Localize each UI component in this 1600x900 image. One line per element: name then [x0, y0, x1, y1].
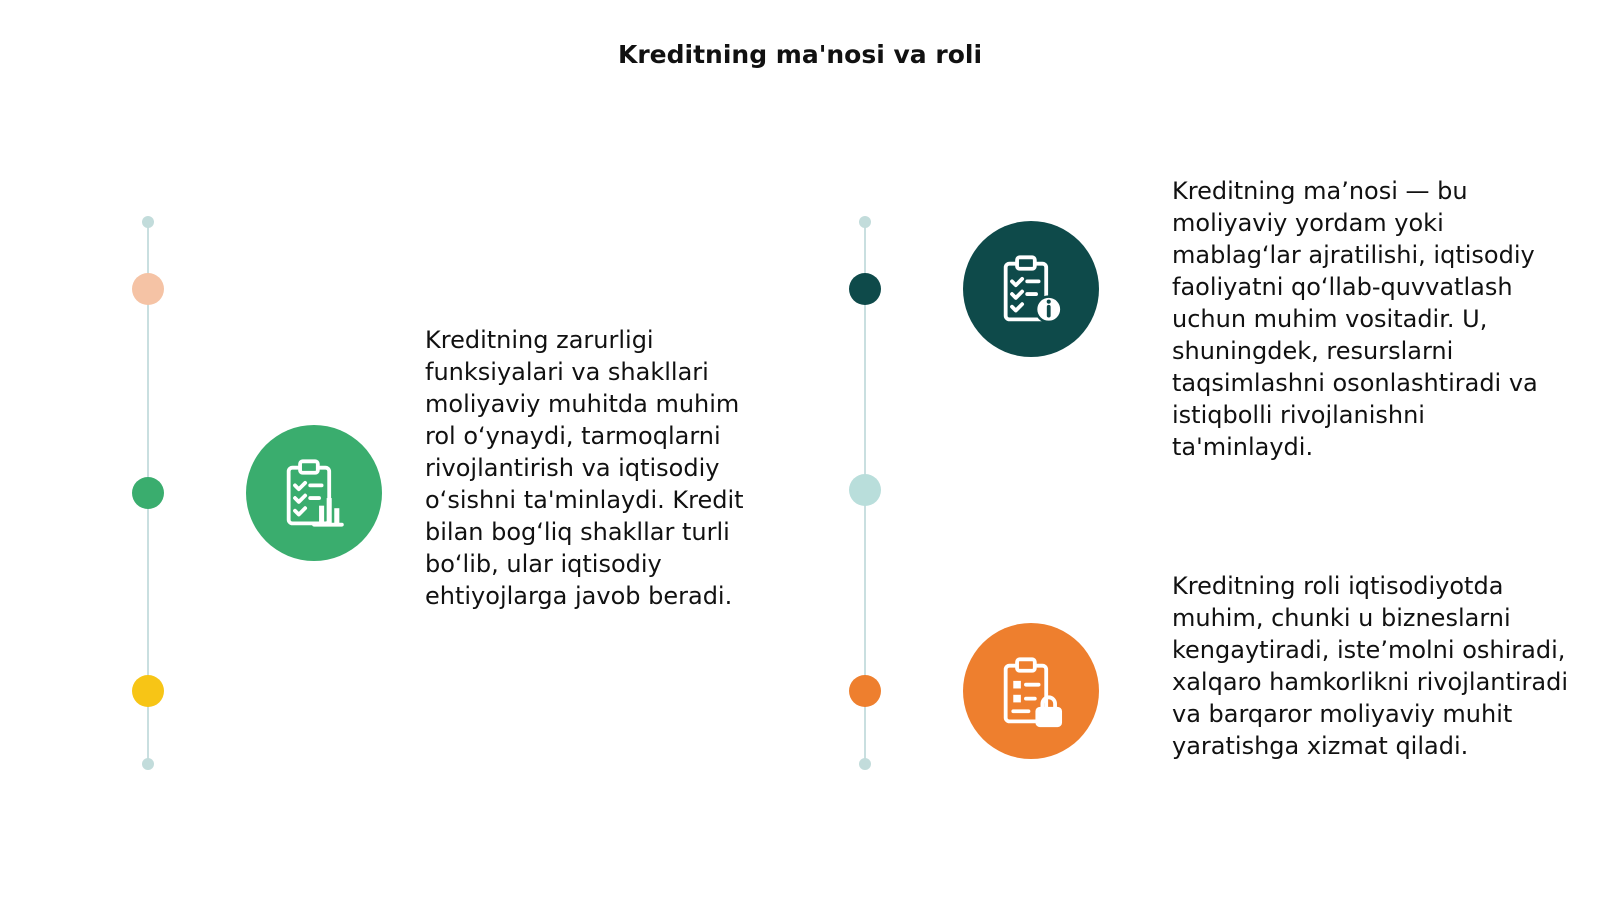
clipboard-lock-icon-circle: [963, 623, 1099, 759]
right-timeline-start-dot: [859, 216, 871, 228]
item-text-top-right: Kreditning ma’nosi — bu moliyaviy yordam yoki mablag‘lar ajratilishi, iqtisodiy faoliyatni qo‘llab-quvvatlash uchun muhim vositadir. U, shuningdek, resurslarni taqsimlashni osonlashtiradi va istiqbolli rivojlanishni ta'minlaydi.: [1172, 177, 1538, 461]
left-timeline-end-dot: [142, 758, 154, 770]
right-timeline-orange-dot: [849, 675, 881, 707]
left-timeline-start-dot: [142, 216, 154, 228]
right-timeline-dark-dot: [849, 273, 881, 305]
right-timeline-end-dot: [859, 758, 871, 770]
left-timeline-yellow-dot: [132, 675, 164, 707]
item-text-left: Kreditning zarurligi funksiyalari va shakllari moliyaviy muhitda muhim rol o‘ynaydi, tarmoqlarni rivojlantirish va iqtisodiy o‘sishni ta'minlaydi. Kredit bilan bog‘liq shakllar turli bo‘lib, ular iqtisodiy ehtiyojlarga javob beradi.: [425, 326, 744, 610]
right-timeline-light-dot: [849, 474, 881, 506]
left-timeline-peach-dot: [132, 273, 164, 305]
clipboard-chart-icon: [276, 455, 352, 531]
item-text-bottom-right: Kreditning roli iqtisodiyotda muhim, chunki u bizneslarni kengaytiradi, iste’molni oshiradi, xalqaro hamkorlikni rivojlantiradi va barqaror moliyaviy muhit yaratishga xizmat qiladi.: [1172, 572, 1569, 760]
clipboard-lock-icon: [993, 653, 1069, 729]
clipboard-info-icon: [993, 251, 1069, 327]
left-timeline-green-dot: [132, 477, 164, 509]
clipboard-info-icon-circle: [963, 221, 1099, 357]
clipboard-chart-icon-circle: [246, 425, 382, 561]
page-title: Kreditning ma'nosi va roli: [617, 40, 983, 69]
